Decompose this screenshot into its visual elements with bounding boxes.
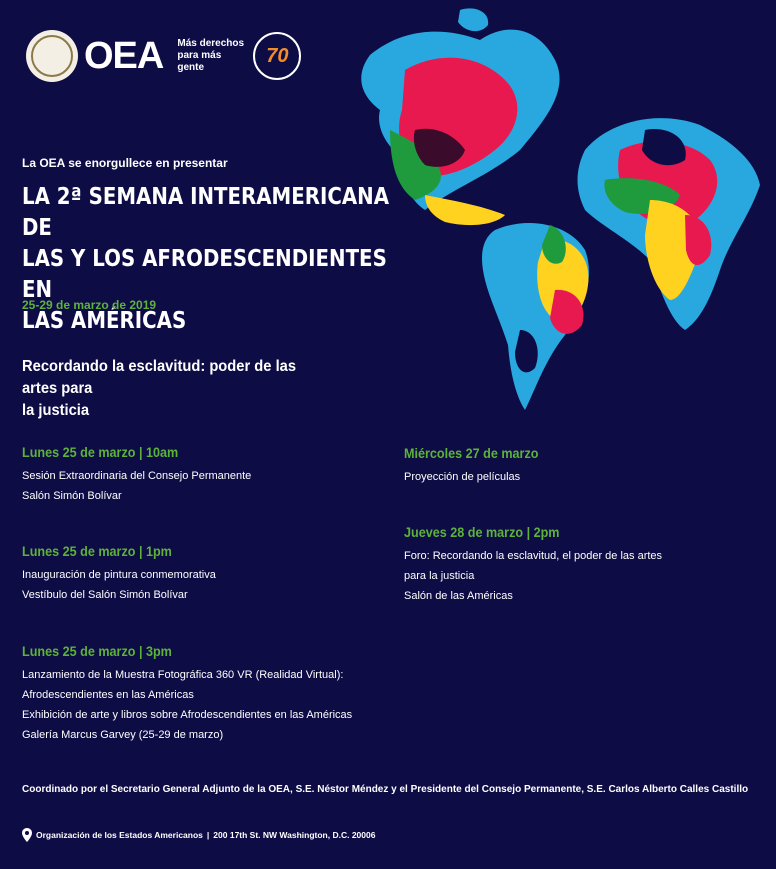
organization-address: 200 17th St. NW Washington, D.C. 20006 xyxy=(213,830,376,840)
event-title: Lunes 25 de marzo | 10am xyxy=(22,444,179,460)
event-line: Sesión Extraordinaria del Consejo Permanente xyxy=(22,470,252,482)
subtitle xyxy=(22,356,335,422)
event-title: Jueves 28 de marzo | 2pm xyxy=(404,524,560,540)
title-line-3: LAS AMÉRICAS xyxy=(22,308,187,334)
header-logos xyxy=(26,30,301,82)
event-line: Inauguración de pintura conmemorativa xyxy=(22,569,216,581)
event-line: Salón Simón Bolívar xyxy=(22,490,122,502)
tagline-line-1: Más derechos xyxy=(177,38,245,49)
brand-name: OEA xyxy=(84,35,164,77)
event-line: para la justicia xyxy=(404,570,475,582)
event-title: Miércoles 27 de marzo xyxy=(404,445,539,461)
event-line: Afrodescendientes en las Américas xyxy=(22,689,194,701)
event-line: Salón de las Américas xyxy=(404,590,513,602)
oas-seal-icon xyxy=(26,30,78,82)
tagline-line-2: para más gente xyxy=(177,50,222,73)
intro-text: La OEA se enorgullece en presentar xyxy=(22,156,228,170)
anniversary-badge-icon xyxy=(253,32,301,80)
organization-name: Organización de los Estados Americanos xyxy=(36,830,203,840)
location-pin-icon xyxy=(22,828,32,842)
event-title: Lunes 25 de marzo | 3pm xyxy=(22,643,172,659)
event-title: Lunes 25 de marzo | 1pm xyxy=(22,543,172,559)
event-monday-10am xyxy=(22,442,251,506)
event-line: Galería Marcus Garvey (25-29 de marzo) xyxy=(22,729,224,741)
title-line-1: LA 2ª SEMANA INTERAMERICANA DE xyxy=(22,184,390,241)
event-thursday xyxy=(404,522,662,606)
anniversary-number: 70 xyxy=(266,44,289,67)
event-line: Lanzamiento de la Muestra Fotográfica 360 VR (Realidad Virtual): xyxy=(22,669,344,681)
footer-separator: | xyxy=(206,830,210,840)
subtitle-line-1: Recordando la esclavitud: poder de las artes para xyxy=(22,358,297,397)
tagline xyxy=(171,38,247,74)
title-line-2: LAS Y LOS AFRODESCENDIENTES EN xyxy=(22,246,387,303)
event-line: Exhibición de arte y libros sobre Afrodescendientes en las Américas xyxy=(22,709,353,721)
event-monday-1pm xyxy=(22,541,216,605)
event-line: Vestíbulo del Salón Simón Bolívar xyxy=(22,589,188,601)
event-monday-3pm xyxy=(22,641,352,745)
event-wednesday xyxy=(404,443,553,487)
event-dates: 25-29 de marzo de 2019 xyxy=(22,298,157,312)
page-title xyxy=(22,182,392,337)
subtitle-line-2: la justicia xyxy=(22,402,90,419)
event-line: Foro: Recordando la esclavitud, el poder de las artes xyxy=(404,550,663,562)
event-line: Proyección de películas xyxy=(404,471,521,483)
americas-africa-map-icon xyxy=(330,0,776,440)
coordination-note: Coordinado por el Secretario General Adjunto de la OEA, S.E. Néstor Méndez y el Presidente del Consejo Permanente, S.E. Carlos Alberto Calles Castillo xyxy=(22,784,749,795)
footer-address xyxy=(22,828,375,842)
